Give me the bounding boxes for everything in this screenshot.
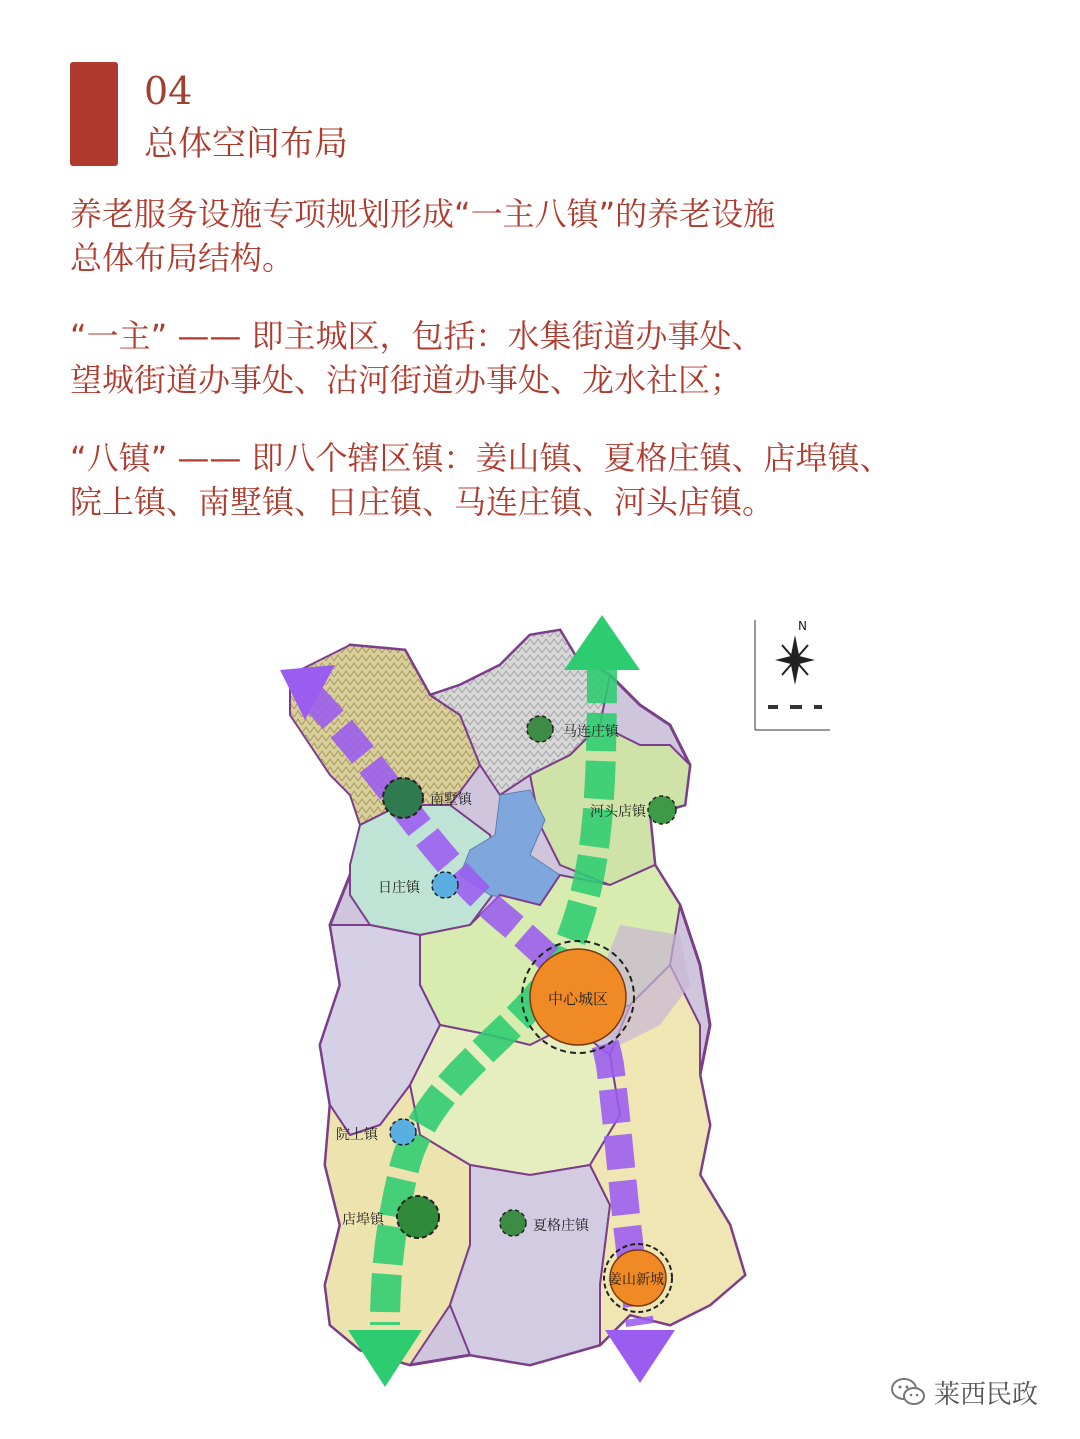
nanshu-label: 南墅镇 — [430, 792, 472, 808]
malianzhuang-marker — [527, 716, 553, 742]
malianzhuang-label: 马连庄镇 — [563, 724, 619, 740]
xiagezhuang-region — [450, 1165, 610, 1365]
center-label: 中心城区 — [548, 990, 609, 1008]
xiagezhuang-label: 夏格庄镇 — [533, 1218, 589, 1234]
dianbu-marker — [397, 1196, 439, 1238]
watermark-text: 莱西民政 — [934, 1379, 1039, 1410]
rizhuang-label: 日庄镇 — [378, 880, 420, 896]
nanshu-marker — [383, 778, 423, 818]
intro-paragraph: 养老服务设施专项规划形成“一主八镇”的养老设施 总体布局结构。 — [70, 195, 776, 277]
account-watermark — [890, 1372, 1038, 1412]
hetoudian-marker — [648, 796, 676, 824]
green-arrow-north — [564, 615, 640, 670]
north-arrow-compass — [755, 620, 830, 730]
section-number: 04 — [144, 69, 193, 113]
xiagezhuang-marker — [500, 1210, 526, 1236]
section-accent-bar — [70, 62, 118, 166]
eight-towns-paragraph: “八镇” —— 即八个辖区镇：姜山镇、夏格庄镇、店埠镇、 院上镇、南墅镇、日庄镇、马连庄镇、河头店镇。 — [70, 439, 892, 521]
rizhuang-marker — [432, 872, 458, 898]
main-city-paragraph: “一主” —— 即主城区，包括：水集街道办事处、 望城街道办事处、沽河街道办事处、龙水社区； — [70, 317, 764, 399]
map-graphic — [230, 605, 860, 1395]
section-title: 总体空间布局 — [144, 124, 348, 164]
layout-map — [230, 605, 860, 1395]
jiangshan-label: 姜山新城 — [608, 1272, 664, 1288]
wechat-icon — [890, 1377, 926, 1407]
dianbu-label: 店埠镇 — [342, 1212, 384, 1228]
yuanshang-marker — [390, 1119, 416, 1145]
compass-north-label: N — [798, 619, 807, 633]
yuanshang-label: 院上镇 — [336, 1127, 378, 1143]
hetoudian-label: 河头店镇 — [590, 804, 646, 820]
purple-arrow-southeast — [605, 1330, 675, 1383]
